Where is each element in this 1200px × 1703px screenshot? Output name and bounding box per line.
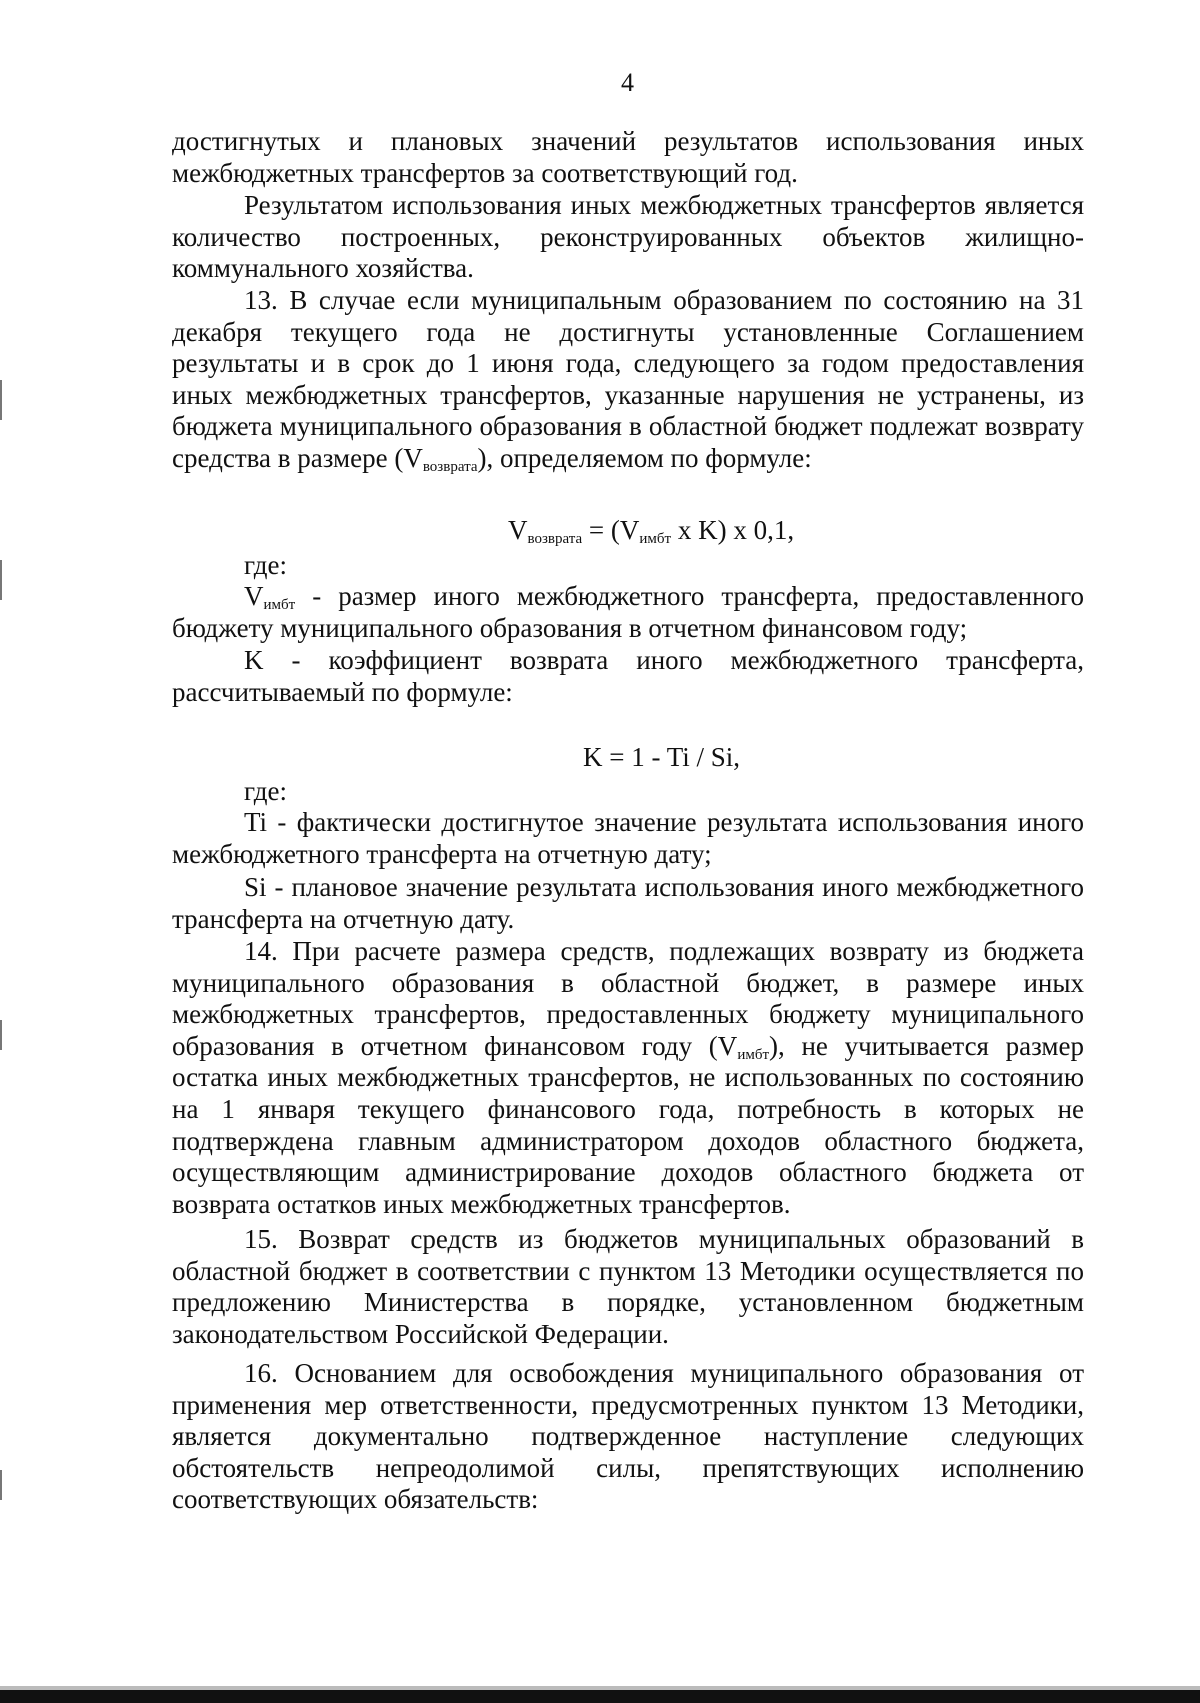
definition-k: K - коэффициент возврата иного межбюджетного трансферта, рассчитываемый по формуле: (172, 645, 1084, 707)
formula-return-rest: x K) x 0,1, (671, 515, 795, 545)
definition-vimbt-text: - размер иного межбюджетного трансферта, предоставленного бюджету муниципального образования в отчетном финансовом году; (172, 581, 1084, 643)
formula-return-sub: возврата (527, 531, 583, 547)
paragraph-13 (172, 285, 1084, 475)
scan-bottom-edge (0, 1690, 1200, 1703)
definition-vimbt-v: V (244, 581, 264, 611)
formula-return-imbt-sub: имбт (639, 531, 672, 547)
page-number: 4 (621, 68, 634, 97)
definition-ti: Ti - фактически достигнутое значение результата использования иного межбюджетного трансферта на отчетную дату; (172, 807, 1084, 869)
where-label-1: где: (244, 550, 287, 580)
paragraph-result: Результатом использования иных межбюджетных трансфертов является количество построенных, реконструированных объектов жилищно-коммунального хозяйства. (172, 190, 1084, 284)
paragraph-14-subscript: имбт (737, 1046, 770, 1063)
formula-return-v: V (508, 515, 528, 545)
formula-k: K = 1 - Ti / Si, (583, 742, 741, 772)
formula-return (508, 513, 794, 547)
definition-vimbt (172, 581, 1084, 644)
where-label-2: где: (244, 776, 287, 806)
paragraph-15: 15. Возврат средств из бюджетов муниципальных образований в областной бюджет в соответствии с пунктом 13 Методики осуществляется по предложению Министерства в порядке, установленном бюджетным законодательством Российской Федерации. (172, 1224, 1084, 1349)
paragraph-14 (172, 936, 1084, 1220)
paragraph-14-part-a: 14. При расчете размера средств, подлежащих возврату из бюджета муниципального образования в областной бюджет, в размере иных межбюджетных трансфертов, предоставленных бюджету муниципального образования в отчетном финансовом году (V (172, 936, 1084, 1061)
paragraph-intro: достигнутых и плановых значений результатов использования иных межбюджетных трансфертов за соответствующий год. (172, 126, 1084, 188)
paragraph-13-text: 13. В случае если муниципальным образованием по состоянию на 31 декабря текущего года не достигнуты установленные Соглашением результаты и в срок до 1 июня года, следующего за годом предоставления иных межбюджетных трансфертов, указанные нарушения не устранены, из бюджета муниципального образования в областной бюджет подлежат возврату средства в размере (V (172, 285, 1084, 473)
paragraph-13-subscript: возврата (422, 458, 478, 475)
formula-return-eq: = (V (582, 515, 640, 545)
definition-si: Si - плановое значение результата использования иного межбюджетного трансферта на отчетную дату. (172, 872, 1084, 934)
paragraph-14-part-b: ), не учитывается размер остатка иных межбюджетных трансфертов, не использованных по состоянию на 1 января текущего финансового года, потребность в которых не подтверждена главным администратором доходов областного бюджета, осуществляющим администрирование доходов областного бюджета от возврата остатков иных межбюджетных трансфертов. (172, 1030, 1085, 1219)
paragraph-13-tail: ), определяемом по формуле: (477, 442, 812, 473)
paragraph-16: 16. Основанием для освобождения муниципального образования от применения мер ответственности, предусмотренных пунктом 13 Методики, является документально подтвержденное наступление следующих обстоятельств непреодолимой силы, препятствующих исполнению соответствующих обязательств: (172, 1358, 1084, 1515)
scan-edge-marks (0, 0, 3, 1703)
definition-vimbt-sub: имбт (263, 597, 296, 613)
